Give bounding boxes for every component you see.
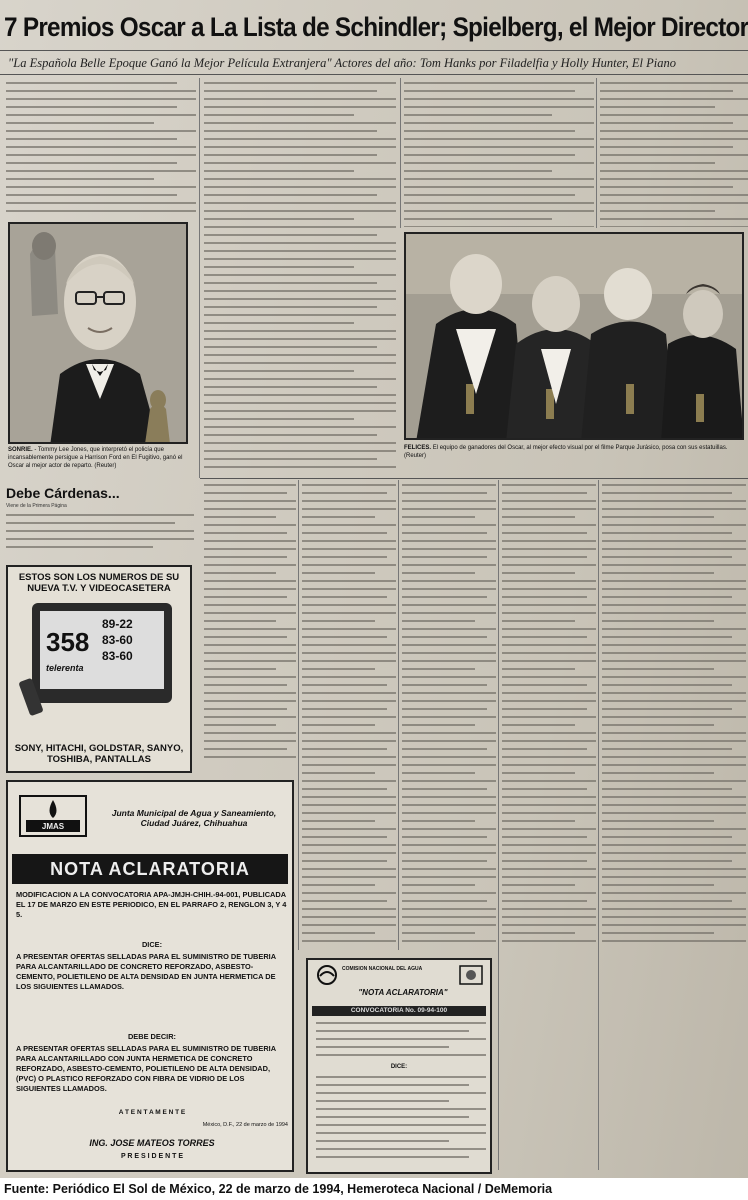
article-text-column: [502, 484, 596, 1174]
subhead-rule: [0, 74, 748, 75]
headline: 7 Premios Oscar a La Lista de Schindler; Spielberg, el Mejor Director: [4, 12, 748, 42]
cna-text: [316, 1022, 486, 1062]
cna-text: [316, 1076, 486, 1168]
tv-ad-heading: ESTOS SON LOS NUMEROS DE SU NUEVA T.V. Y VIDEOCASETERA: [18, 572, 180, 594]
column-rule: [398, 480, 399, 950]
tv-ad-number: 83-60: [102, 633, 133, 647]
remote-control-icon: [16, 677, 56, 717]
water-board-logo: [18, 794, 88, 838]
source-footer: Fuente: Periódico El Sol de México, 22 de marzo de 1994, Hemeroteca Nacional / DeMemoria: [0, 1178, 748, 1200]
article-text-column: [600, 82, 748, 227]
photo-right-caption: [404, 444, 744, 466]
tv-ad-number: 89-22: [102, 617, 133, 631]
article-text-column: [6, 82, 196, 212]
caption-label: SONRIE.: [8, 447, 33, 453]
article-text-column: [404, 82, 594, 227]
headline-rule: [0, 50, 748, 51]
tv-rental-ad: [6, 565, 192, 773]
article-text-column: [402, 484, 496, 954]
notice-signatory-title: P R E S I D E N T E: [120, 1153, 184, 1160]
article-text-column: [602, 484, 746, 1174]
article-text-column: [302, 484, 396, 954]
logo-text: JMAS: [41, 822, 65, 831]
column-rule: [298, 480, 299, 950]
notice-organization: Junta Municipal de Agua y Saneamiento, Ciudad Juárez, Chihuahua: [111, 808, 277, 828]
tv-ad-number: 83-60: [102, 649, 133, 663]
cna-logo-icon: [314, 964, 340, 986]
notice-debe-label: DEBE DECIR:: [127, 1032, 177, 1041]
notice-dice-label: DICE:: [141, 940, 163, 949]
column-rule: [598, 480, 599, 1170]
notice-dice-text: A PRESENTAR OFERTAS SELLADAS PARA EL SUMINISTRO DE TUBERIA PARA ALCANTARILLADO DE CONCRETO REFORZADO, ASBESTO-CEMENTO, POLIETILENO DE ALTA DENSIDAD EN JUNTA HERMETICA DE LOS SIGUIENTES LLAMADOS.: [16, 952, 276, 991]
notice-signatory: ING. JOSE MATEOS TORRES: [89, 1138, 215, 1148]
sidebar-byline: Viene de la Primera Página: [6, 503, 67, 509]
tv-screen: [40, 611, 164, 689]
cna-notice-ad: [306, 958, 492, 1174]
tv-ad-main-number: 358: [46, 627, 90, 657]
column-rule: [199, 78, 200, 478]
cna-title: "NOTA ACLARATORIA": [358, 988, 448, 997]
sidebar-heading: Debe Cárdenas...: [6, 485, 120, 501]
column-rule: [596, 78, 597, 228]
nota-aclaratoria-ad: [6, 780, 294, 1172]
notice-date: México, D.F., 22 de marzo de 1994: [202, 1122, 288, 1128]
column-rule: [400, 78, 401, 228]
tv-ad-brands: SONY, HITACHI, GOLDSTAR, SANYO, TOSHIBA, PANTALLAS: [14, 743, 184, 765]
notice-intro: MODIFICACION A LA CONVOCATORIA APA-JMJH-CHIH.-94-001, PUBLICADA EL 17 DE MARZO EN ESTE PERIODICO, EN EL PARRAFO 2, RENGLON 3, Y 4 5.: [16, 890, 287, 919]
photo-tommy-lee-jones: [8, 222, 188, 444]
article-text-column: [204, 484, 296, 764]
sidebar-text: [6, 514, 194, 558]
notice-atentamente: A T E N T A M E N T E: [118, 1109, 186, 1116]
subhead: "La Española Belle Epoque Ganó la Mejor Película Extranjera" Actores del año: Tom Hanks por Filadelfia y Holly Hunter, El Piano: [8, 56, 676, 70]
caption-text: - Tommy Lee Jones, que interpretó el policía que incansablemente persigue a Harrison Ford en El Fugitivo, ganó el Oscar al mejor actor de reparto. (Reuter): [8, 447, 183, 469]
group-photo-illustration: [406, 234, 744, 440]
tv-ad-brand-logo: telerenta: [46, 663, 84, 673]
cna-dice: DICE:: [390, 1064, 408, 1070]
section-rule: [200, 478, 748, 479]
photo-left-caption: [8, 446, 188, 476]
column-rule: [498, 480, 499, 1170]
cna-convocatoria: CONVOCATORIA No. 09-94-100: [312, 1006, 486, 1016]
caption-label: FELICES.: [404, 445, 432, 451]
caption-text: El equipo de ganadores del Oscar, al mejor efecto visual por el filme Parque Jurásico, posa con sus estatuillas. (Reuter): [404, 445, 728, 459]
article-text-column: [204, 82, 396, 477]
notice-debe-text: A PRESENTAR OFERTAS SELLADAS PARA EL SUMINISTRO DE TUBERIA PARA ALCANTARILLADO CON JUNTA HERMETICA DE CONCRETO REFORZADO, ASBESTO-CEMENTO, POLIETILENO DE ALTA DENSIDAD, (PVC) O PLASTICO REFORZADO CON FIBRA DE VIDRIO DE LOS SIGUIENTES LLAMADOS.: [16, 1044, 276, 1093]
portrait-illustration: [10, 224, 188, 444]
photo-jurassic-park-winners: [404, 232, 744, 440]
notice-title: NOTA ACLARATORIA: [12, 854, 288, 884]
cna-org: COMISION NACIONAL DEL AGUA: [342, 966, 423, 972]
seal-icon: [458, 964, 484, 986]
